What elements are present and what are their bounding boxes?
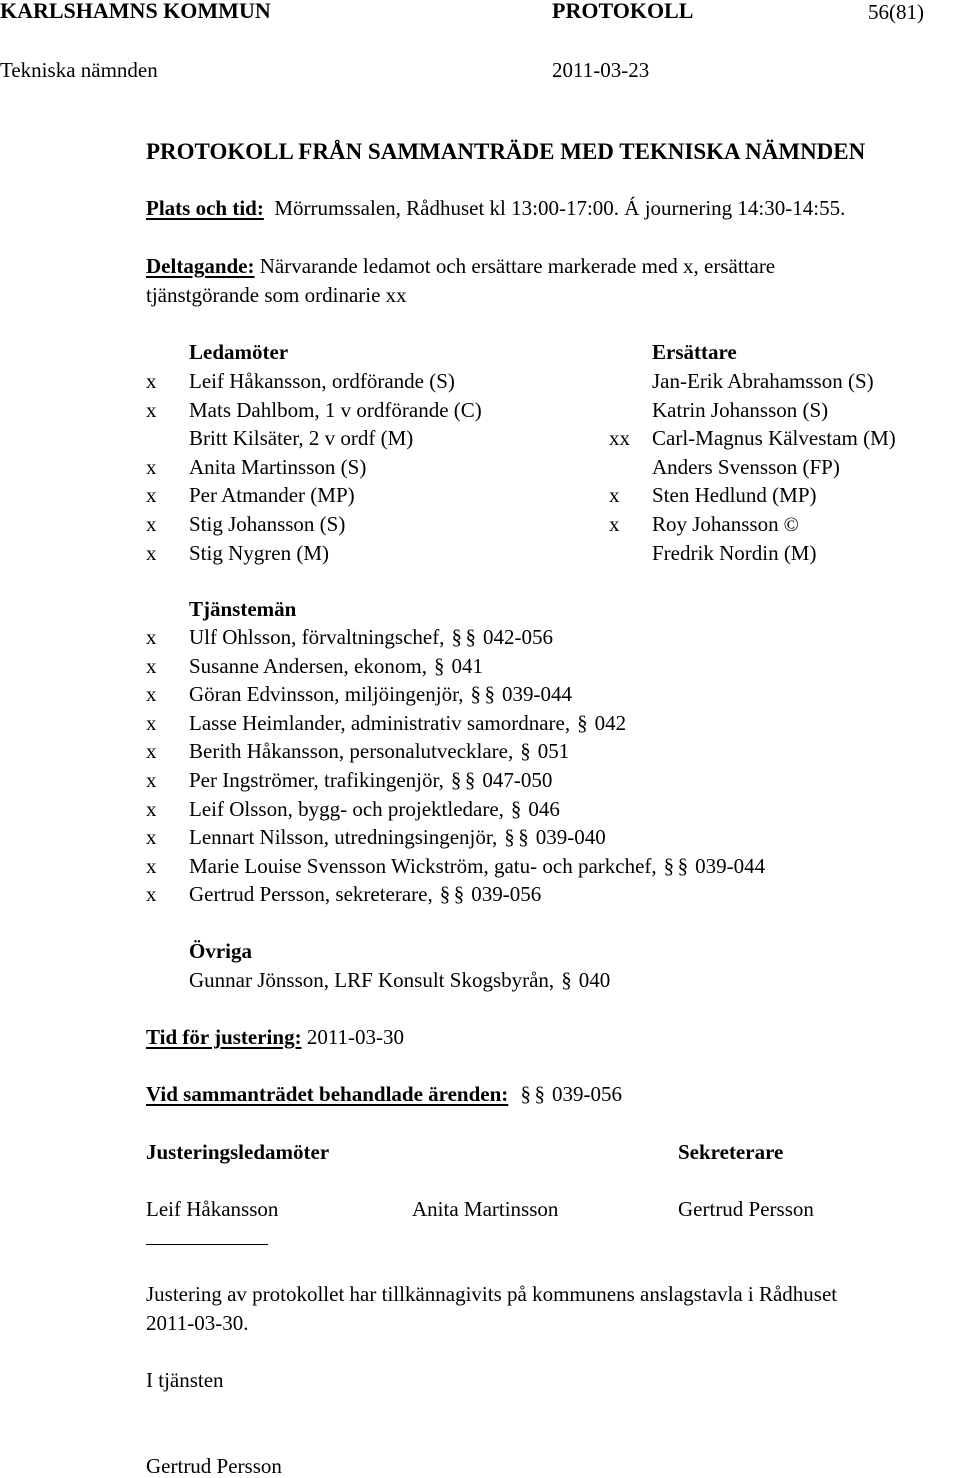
meeting-date: 2011-03-23: [552, 58, 650, 82]
official-text: Lennart Nilsson, utredningsingenjör,: [189, 825, 498, 849]
official-mark: x: [146, 682, 157, 706]
official-row: [189, 770, 552, 791]
official-sections: 042-056: [482, 625, 553, 649]
place-and-time: [146, 198, 845, 219]
section-icon: §: [450, 768, 462, 792]
substitute-mark: x: [609, 483, 620, 507]
section-icon: §: [561, 968, 572, 992]
others-sections: 040: [578, 968, 611, 992]
items-value: 039-056: [552, 1082, 623, 1106]
official-text: Ulf Ohlsson, förvaltningschef,: [189, 625, 445, 649]
substitute-row: [652, 485, 817, 506]
section-icon: §: [470, 682, 481, 706]
section-icon: §: [677, 854, 689, 878]
official-mark: x: [146, 654, 157, 678]
member-mark: x: [146, 455, 157, 479]
official-sections: 039-056: [471, 882, 542, 906]
official-sections: 042: [594, 711, 627, 735]
section-icon: §: [453, 882, 465, 906]
member-mark: x: [146, 512, 157, 536]
official-text: Lasse Heimlander, administrativ samordnare,: [189, 711, 571, 735]
official-sections: 039-040: [535, 825, 606, 849]
section-icon: §: [465, 625, 476, 649]
official-row: [189, 684, 572, 705]
section-icon: §: [518, 825, 529, 849]
substitute-name: Sten Hedlund (MP): [652, 483, 817, 507]
others-row: [189, 970, 610, 991]
official-row: [189, 741, 569, 762]
official-mark: x: [146, 854, 157, 878]
substitute-name: Fredrik Nordin (M): [652, 541, 817, 565]
member-name: Stig Johansson (S): [189, 512, 346, 536]
official-text: Per Ingströmer, trafikingenjör,: [189, 768, 444, 792]
official-mark: x: [146, 739, 157, 763]
official-sections: 047-050: [482, 768, 553, 792]
substitute-row: [652, 428, 896, 449]
service-text: I tjänsten: [146, 1368, 224, 1392]
official-sections: 046: [528, 797, 560, 821]
member-name: Mats Dahlbom, 1 v ordförande (C): [189, 398, 482, 422]
signature-name: Leif Håkansson: [146, 1197, 279, 1221]
participation-line-1: [146, 256, 775, 277]
section-icon: §: [577, 711, 588, 735]
notice-line-1: Justering av protokollet har tillkännagivits på kommunens anslagstavla i Rådhuset: [146, 1282, 838, 1306]
section-icon: §: [520, 739, 531, 763]
section-icon: §: [433, 654, 445, 678]
official-mark: x: [146, 625, 157, 649]
substitute-row: [652, 514, 799, 535]
copyright-icon: ©: [778, 514, 799, 536]
adjustment-time: [146, 1027, 404, 1048]
substitute-name: Roy Johansson: [652, 512, 779, 536]
page-number: 56(81): [868, 0, 924, 24]
official-text: Marie Louise Svensson Wickström, gatu- och parkchef,: [189, 854, 657, 878]
substitute-mark: x: [609, 512, 620, 536]
section-icon: §: [510, 797, 522, 821]
official-text: Gertrud Persson, sekreterare,: [189, 882, 433, 906]
substitute-name: Katrin Johansson (S): [652, 398, 829, 422]
official-row: [189, 856, 765, 877]
official-mark: x: [146, 768, 157, 792]
official-mark: x: [146, 797, 157, 821]
official-row: [189, 656, 483, 677]
official-text: Leif Olsson, bygg- och projektledare,: [189, 797, 504, 821]
signature-name: Gertrud Persson: [678, 1197, 814, 1221]
member-mark: x: [146, 541, 157, 565]
document-type: PROTOKOLL: [552, 0, 694, 23]
section-icon: §: [520, 1082, 532, 1106]
official-mark: x: [146, 825, 157, 849]
official-sections: 039-044: [501, 682, 572, 706]
official-sections: 041: [451, 654, 483, 678]
signature-name: Anita Martinsson: [412, 1197, 559, 1221]
official-sections: 039-044: [695, 854, 766, 878]
official-row: [189, 827, 606, 848]
substitute-name: Anders Svensson (FP): [652, 455, 840, 479]
official-text: Susanne Andersen, ekonom,: [189, 654, 427, 678]
official-row: [189, 713, 626, 734]
adjustment-label: Tid för justering:: [146, 1025, 302, 1049]
member-name: Leif Håkansson, ordförande (S): [189, 369, 455, 393]
official-mark: x: [146, 711, 157, 735]
adjusters-heading: Justeringsledamöter: [146, 1140, 330, 1164]
section-icon: §: [451, 625, 462, 649]
section-icon: §: [439, 882, 451, 906]
participation-label: Deltagande:: [146, 254, 255, 278]
others-heading: Övriga: [189, 939, 252, 963]
place-value: Mörrumssalen, Rådhuset kl 13:00-17:00. Á journering 14:30-14:55.: [274, 196, 846, 220]
member-mark: x: [146, 369, 157, 393]
adjustment-value: 2011-03-30: [306, 1025, 405, 1049]
notice-line-2: 2011-03-30.: [146, 1311, 249, 1335]
substitute-row: [652, 457, 840, 478]
section-icon: §: [504, 825, 515, 849]
substitute-row: [652, 400, 828, 421]
section-icon: §: [663, 854, 675, 878]
official-text: Berith Håkansson, personalutvecklare,: [189, 739, 514, 763]
committee-name: Tekniska nämnden: [0, 58, 158, 82]
substitute-row: [652, 543, 816, 564]
substitutes-heading: Ersättare: [652, 340, 737, 364]
participation-text: Närvarande ledamot och ersättare markerade med x, ersättare: [259, 254, 776, 278]
member-name: Stig Nygren (M): [189, 541, 329, 565]
substitute-name: Carl-Magnus Kälvestam (M): [652, 426, 896, 450]
secretary-heading: Sekreterare: [678, 1140, 784, 1164]
officials-heading: Tjänstemän: [189, 597, 297, 621]
substitute-name: Jan-Erik Abrahamsson (S): [652, 369, 874, 393]
participation-line-2: tjänstgörande som ordinarie xx: [146, 283, 407, 307]
place-label: Plats och tid:: [146, 196, 264, 220]
official-row: [189, 627, 553, 648]
official-row: [189, 884, 541, 905]
section-icon: §: [484, 682, 495, 706]
member-name: Anita Martinsson (S): [189, 455, 367, 479]
member-name: Per Atmander (MP): [189, 483, 355, 507]
section-icon: §: [464, 768, 476, 792]
signature-line: [146, 1244, 268, 1245]
substitute-mark: xx: [609, 426, 630, 450]
member-name: Britt Kilsäter, 2 v ordf (M): [189, 426, 414, 450]
section-icon: §: [534, 1082, 546, 1106]
substitute-row: [652, 371, 874, 392]
members-heading: Ledamöter: [189, 340, 289, 364]
official-row: [189, 799, 560, 820]
municipality-name: KARLSHAMNS KOMMUN: [0, 0, 271, 23]
others-text: Gunnar Jönsson, LRF Konsult Skogsbyrån,: [189, 968, 555, 992]
signer-name: Gertrud Persson: [146, 1454, 282, 1478]
official-text: Göran Edvinsson, miljöingenjör,: [189, 682, 464, 706]
member-mark: x: [146, 398, 157, 422]
items-line: [146, 1084, 622, 1105]
official-sections: 051: [537, 739, 570, 763]
document-title: PROTOKOLL FRÅN SAMMANTRÄDE MED TEKNISKA NÄMNDEN: [146, 139, 866, 164]
items-label: Vid sammanträdet behandlade ärenden:: [146, 1082, 509, 1106]
official-mark: x: [146, 882, 157, 906]
member-mark: x: [146, 483, 157, 507]
